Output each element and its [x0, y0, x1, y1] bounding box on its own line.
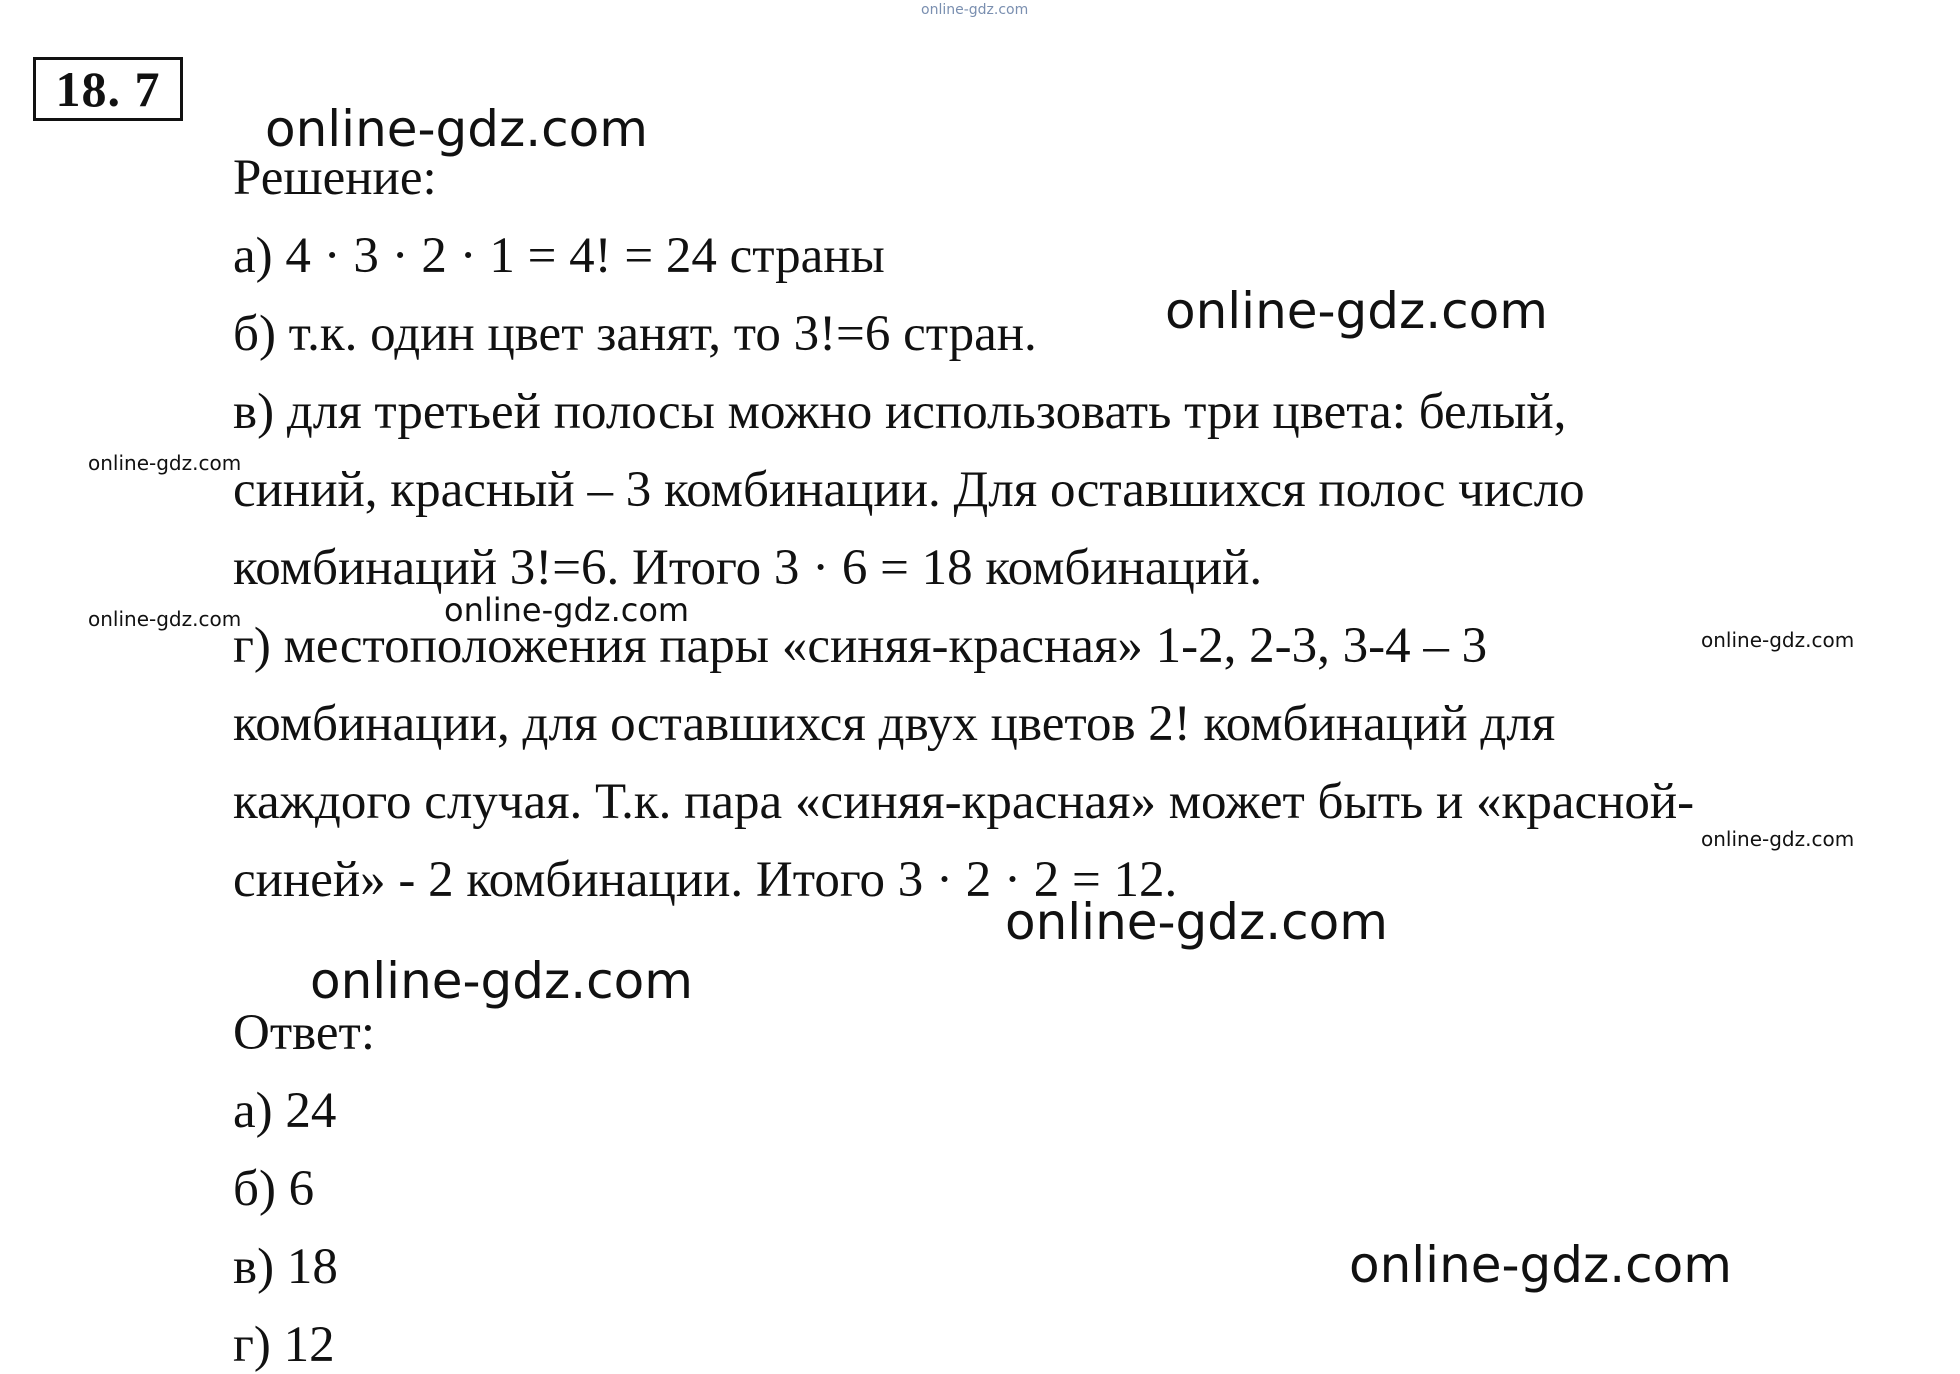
solution-line: синий, красный – 3 комбинации. Для оставшихся полос число — [233, 462, 1585, 518]
solution-line: каждого случая. Т.к. пара «синяя-красная» может быть и «красной- — [233, 774, 1695, 830]
answer-line: г) 12 — [233, 1317, 335, 1373]
solution-line: синей» - 2 комбинации. Итого 3 · 2 · 2 = 12. — [233, 852, 1178, 908]
solution-line: комбинаций 3!=6. Итого 3 · 6 = 18 комбинаций. — [233, 540, 1263, 596]
solution-line: г) местоположения пары «синяя-красная» 1-2, 2-3, 3-4 – 3 — [233, 618, 1488, 674]
solution-line: комбинации, для оставшихся двух цветов 2! комбинаций для — [233, 696, 1556, 752]
answer-line: а) 24 — [233, 1083, 337, 1139]
watermark-top: online-gdz.com — [921, 2, 1029, 18]
watermark: online-gdz.com — [88, 451, 242, 475]
watermark: online-gdz.com — [1165, 282, 1548, 340]
solution-line: б) т.к. один цвет занят, то 3!=6 стран. — [233, 306, 1037, 362]
answer-line: в) 18 — [233, 1239, 338, 1295]
watermark: online-gdz.com — [265, 100, 648, 158]
solution-line: а) 4 · 3 · 2 · 1 = 4! = 24 страны — [233, 228, 885, 284]
answer-heading: Ответ: — [233, 1005, 375, 1061]
answer-line: б) 6 — [233, 1161, 315, 1217]
watermark: online-gdz.com — [1701, 827, 1855, 851]
watermark: online-gdz.com — [88, 607, 242, 631]
solution-line: в) для третьей полосы можно использовать три цвета: белый, — [233, 384, 1567, 440]
watermark: online-gdz.com — [1349, 1236, 1732, 1294]
problem-number: 18. 7 — [33, 57, 183, 121]
watermark: online-gdz.com — [1701, 628, 1855, 652]
solution-heading: Решение: — [233, 150, 437, 206]
watermark: online-gdz.com — [310, 952, 693, 1010]
watermark: online-gdz.com — [1005, 893, 1388, 951]
watermark: online-gdz.com — [444, 591, 690, 629]
